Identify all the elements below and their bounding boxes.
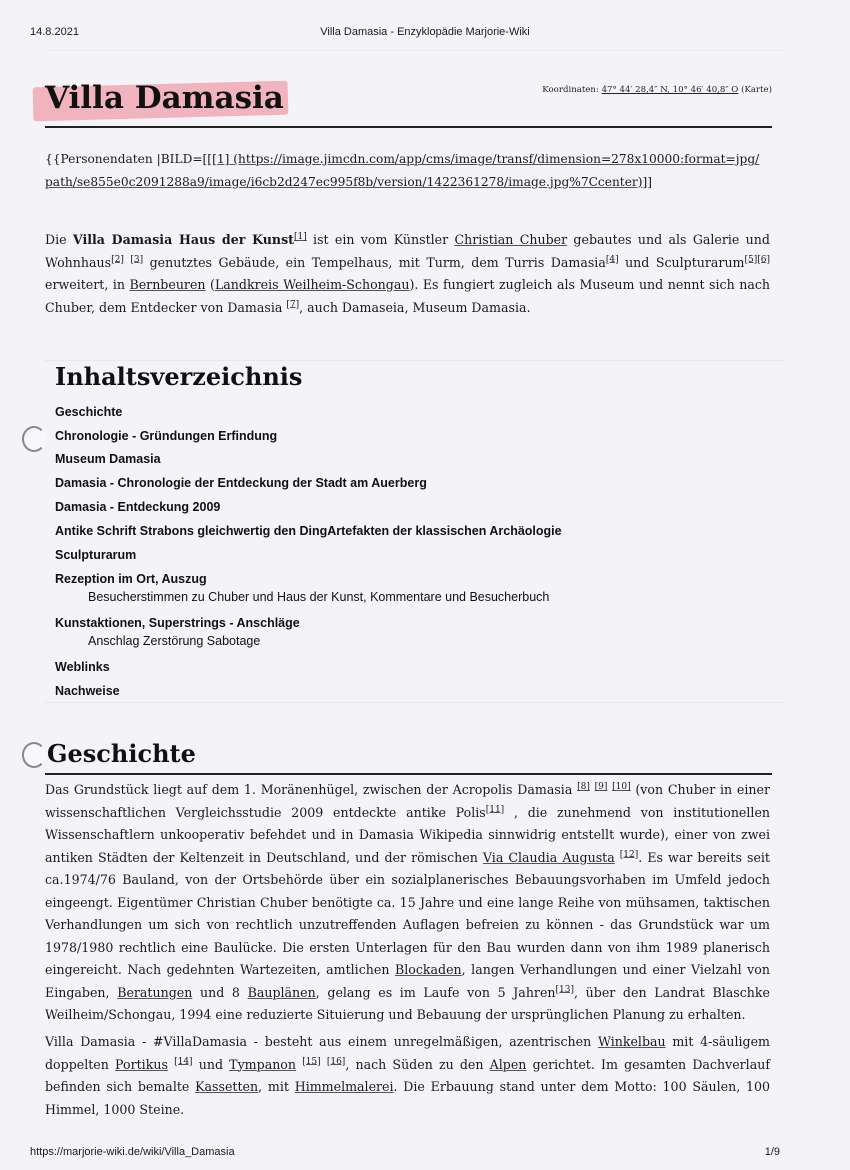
footnote-ref[interactable]: [13] (555, 984, 574, 995)
link-tympanon[interactable]: Tympanon (229, 1056, 297, 1072)
link-beratungen[interactable]: Beratungen (117, 984, 193, 1000)
toc-item[interactable]: Kunstaktionen, Superstrings - Anschläge (55, 616, 300, 630)
punch-hole (22, 742, 46, 768)
persondata-image-link[interactable]: (https://image.jimcdn.com/app/cms/image/transf/dimension=278x10000:format=jpg/ (229, 152, 760, 166)
print-page-number: 1/9 (764, 1146, 780, 1158)
show-through-texture (45, 672, 785, 703)
toc-item[interactable]: Rezeption im Ort, Auszug (55, 572, 207, 586)
toc-item[interactable]: Weblinks (55, 660, 110, 674)
print-footer-url: https://marjorie-wiki.de/wiki/Villa_Damasia (30, 1146, 235, 1158)
print-date: 14.8.2021 (30, 26, 79, 38)
toc-item[interactable]: Antike Schrift Strabons gleichwertig den DingArtefakten der klassischen Archäologie (55, 524, 562, 538)
footnote-ref[interactable]: [3] (130, 254, 144, 265)
footnote-ref[interactable]: [5][6] (744, 254, 770, 265)
geschichte-paragraph-2: Villa Damasia - #VillaDamasia - besteht aus einem unregelmäßigen, azentrischen Winkelbau mit 4-säuligem doppelten Portikus [14] und Tympanon [15] [16], nach Süden zu den Alpen gerichtet. Im gesamten Dachverlauf befinden sich bemalte Kassetten, mit Himmelmalerei. Die Erbauung stand unter dem Motto: 100 Säulen, 100 Himmel, 1000 Steine. (45, 1034, 771, 1117)
punch-hole (22, 426, 46, 452)
link-via-claudia-augusta[interactable]: Via Claudia Augusta (482, 849, 615, 865)
print-header-title: Villa Damasia - Enzyklopädie Marjorie-Wiki (320, 26, 530, 38)
footnote-ref[interactable]: [15] (302, 1056, 321, 1067)
footnote-ref[interactable]: [2] (111, 254, 124, 265)
footnote-ref[interactable]: [11] (485, 804, 505, 815)
page-title: Villa Damasia (45, 80, 284, 116)
lemma: Villa Damasia Haus der Kunst (72, 232, 294, 247)
section-heading-bar (45, 735, 772, 775)
persondata-template: {{Personendaten |BILD=[[[1] (https://image.jimcdn.com/app/cms/image/transf/dimension=278x10000:format=jpg/ path/se855e0c2091288a9/image/i6cb2d247ec995f8b/version/1422361278/image.jpg%7Ccenter)]] (45, 152, 760, 189)
link-alpen[interactable]: Alpen (489, 1056, 527, 1072)
toc-item[interactable]: Damasia - Chronologie der Entdeckung der Stadt am Auerberg (55, 476, 427, 490)
link-blockaden[interactable]: Blockaden (394, 962, 462, 977)
link-kassetten[interactable]: Kassetten (195, 1079, 259, 1094)
footnote-ref[interactable]: [14] (174, 1056, 193, 1067)
toc-subitem[interactable]: Besucherstimmen zu Chuber und Haus der Kunst, Kommentare und Besucherbuch (88, 590, 550, 604)
footnote-ref[interactable]: [1] (293, 231, 307, 242)
footnote-ref[interactable]: [7] (286, 299, 300, 310)
footnote-ref[interactable]: [9] (594, 781, 608, 792)
map-link[interactable]: (Karte) (738, 85, 772, 95)
toc-item[interactable]: Damasia - Entdeckung 2009 (55, 500, 221, 514)
toc-item[interactable]: Nachweise (55, 684, 120, 698)
footnote-ref[interactable]: [12] (619, 849, 639, 860)
footnote-ref[interactable]: [4] (605, 254, 619, 265)
footnote-ref[interactable]: [8] (577, 781, 590, 792)
link-portikus[interactable]: Portikus (115, 1056, 168, 1072)
toc-item[interactable]: Geschichte (55, 405, 123, 419)
coordinates: Koordinaten: 47° 44′ 28,4″ N, 10° 46′ 40,8″ O (Karte) (542, 85, 772, 95)
persondata-image-path[interactable]: path/se855e0c2091288a9/image/i6cb2d247ec995f8b/version/1422361278/image.jpg%7Ccenter) (45, 174, 643, 189)
toc-item[interactable]: Chronologie - Gründungen Erfindung (55, 429, 278, 443)
toc-subitem[interactable]: Anschlag Zerstörung Sabotage (88, 634, 261, 648)
toc-item[interactable]: Museum Damasia (55, 452, 161, 466)
section-title-geschichte: Geschichte (47, 739, 196, 768)
show-through-texture (45, 50, 785, 61)
toc-item[interactable]: Sculpturarum (55, 548, 137, 562)
coordinates-link[interactable]: 47° 44′ 28,4″ N, 10° 46′ 40,8″ O (601, 85, 739, 95)
link-winkelbau[interactable]: Winkelbau (597, 1034, 666, 1049)
footnote-ref[interactable]: [16] (326, 1056, 346, 1067)
footnote-ref[interactable]: [10] (612, 781, 631, 792)
link-himmelmalerei[interactable]: Himmelmalerei (294, 1079, 394, 1094)
link-landkreis[interactable]: Landkreis Weilheim-Schongau (214, 277, 410, 292)
persondata-ref-link[interactable]: [1] (212, 152, 230, 166)
show-through-texture (45, 330, 785, 361)
intro-paragraph: Die Villa Damasia Haus der Kunst[1] ist ein vom Künstler Christian Chuber gebautes und als Galerie und Wohnhaus[2] [3] genutztes Gebäude, ein Tempelhaus, mit Turm, dem Turris Damasia[4] und Sculpturarum[5][6] erweitert, in Bernbeuren (Landkreis Weilheim-Schongau). Es fungiert zugleich als Museum und nennt sich nach Chuber, dem Entdecker von Damasia [7], auch Damaseia, Museum Damasia. (45, 231, 770, 315)
link-bernbeuren[interactable]: Bernbeuren (129, 277, 206, 292)
article-title-bar (45, 72, 772, 128)
link-christian-chuber[interactable]: Christian Chuber (454, 232, 568, 247)
link-bauplaenen[interactable]: Bauplänen (247, 984, 316, 1000)
geschichte-paragraph-1: Das Grundstück liegt auf dem 1. Moränenhügel, zwischen der Acropolis Damasia [8] [9] [10] (von Chuber in einer wissenschaftlichen Vergleichsstudie 2009 entdeckte antike Polis[11] , die zunehmend von institutionellen Wissenschaftlern unkooperativ befehdet und in Damasia Wikipedia sinnwidrig entstellt wurde), einer von zwei antiken Städten der Keltenzeit in Deutschland, und der römischen Via Claudia Augusta [12]. Es war bereits seit ca.1974/76 Bauland, von der Ortsbehörde über ein sozialplanerisches Bebauungsvorhaben im Umfeld jedoch eingeengt. Eigentümer Christian Chuber benötigte ca. 15 Jahre und eine lange Reihe von mühsamen, taktischen Verhandlungen um sich von rechtlich unzutreffenden Auflagen befreien zu können - das Grundstück war um 1978/1980 rechtlich eine Baulücke. Die ersten Unterlagen für den Bau wurden dann von ihm 1989 planerisch eingereicht. Nach gedehnten Wartezeiten, amtlichen Blockaden, langen Verhandlungen und einer Vielzahl von Eingaben, Beratungen und 8 Bauplänen, gelang es im Laufe von 5 Jahren[13], über den Landrat Blaschke Weilheim/Schongau, 1994 eine reduzierte Situierung und Bebauung der ursprünglichen Planung zu erhalten. (45, 781, 771, 1022)
toc-title: Inhaltsverzeichnis (55, 362, 303, 391)
